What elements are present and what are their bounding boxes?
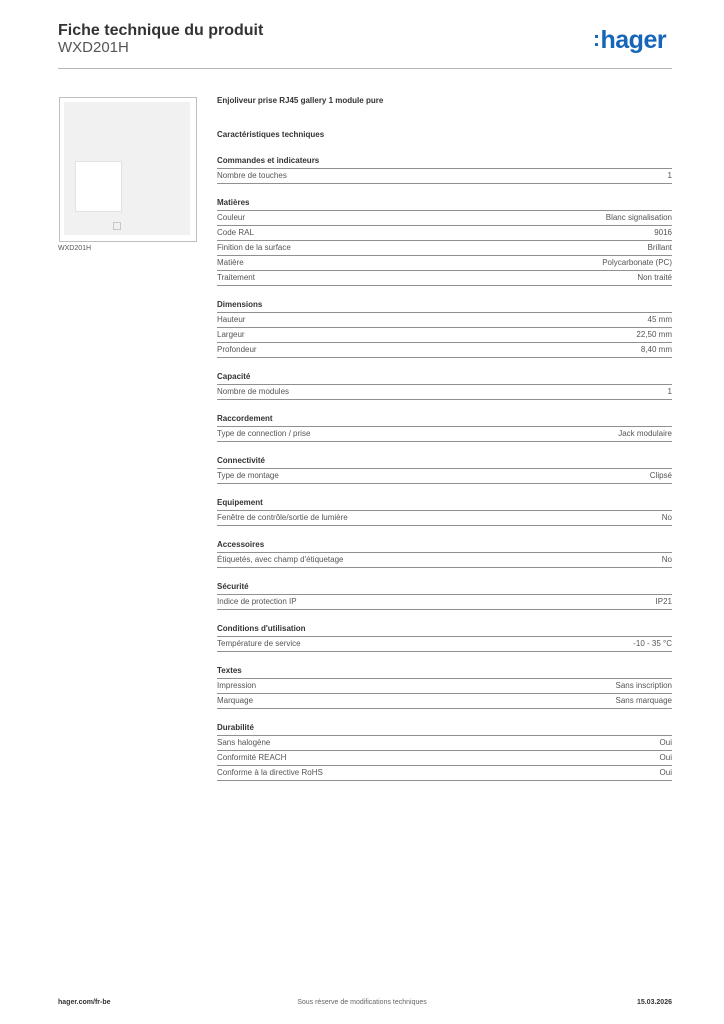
spec-rows [217,678,672,709]
logo-text: hager [600,26,667,54]
spec-value: Polycarbonate (PC) [602,258,672,267]
section-title: Capacité [217,372,251,381]
spec-rows [217,468,672,484]
spec-row [217,694,672,709]
spec-row [217,736,672,751]
spec-label: Type de montage [217,471,279,480]
spec-row [217,751,672,766]
spec-value: Sans marquage [615,696,672,705]
spec-section [217,666,672,709]
image-caption: WXD201H [58,245,92,252]
product-code: WXD201H [58,39,129,56]
spec-row [217,226,672,241]
spec-section [217,456,672,484]
spec-label: Impression [217,681,257,690]
spec-label: Marquage [217,696,254,705]
spec-rows [217,594,672,610]
spec-label: Finition de la surface [217,243,291,252]
spec-label: Nombre de modules [217,387,290,396]
spec-value: 22,50 mm [636,330,672,339]
spec-rows [217,552,672,568]
footer-disclaimer: Sous réserve de modifications techniques [297,999,427,1006]
spec-section [217,582,672,610]
spec-row [217,313,672,328]
spec-value: Oui [659,753,672,762]
footer-website[interactable]: hager.com/fr-be [58,999,111,1006]
spec-value: 1 [667,387,672,396]
spec-rows [217,312,672,358]
spec-value: 45 mm [647,315,672,324]
spec-section [217,300,672,358]
spec-label: Étiquetés, avec champ d'étiquetage [217,555,344,564]
section-title: Accessoires [217,540,265,549]
spec-label: Nombre de touches [217,171,287,180]
spec-value: Oui [659,738,672,747]
spec-value: Blanc signalisation [605,213,672,222]
spec-row [217,169,672,184]
spec-section [217,198,672,286]
spec-sections [217,156,672,781]
spec-value: No [661,555,672,564]
page-title: Fiche technique du produit [58,22,264,39]
spec-label: Indice de protection IP [217,597,297,606]
spec-label: Conformité REACH [217,753,287,762]
spec-row [217,469,672,484]
spec-row [217,385,672,400]
section-title: Sécurité [217,582,249,591]
spec-label: Code RAL [217,228,254,237]
spec-rows [217,735,672,781]
section-title: Conditions d'utilisation [217,624,306,633]
spec-row [217,595,672,610]
spec-row [217,256,672,271]
spec-section [217,414,672,442]
logo-dots-icon: : [593,28,600,51]
spec-row [217,271,672,286]
spec-label: Type de connection / prise [217,429,311,438]
spec-rows [217,384,672,400]
spec-rows [217,426,672,442]
spec-row [217,427,672,442]
spec-rows [217,210,672,286]
spec-value: 8,40 mm [640,345,672,354]
spec-section [217,723,672,781]
spec-rows [217,510,672,526]
spec-label: Traitement [217,273,255,282]
plate-marking-icon [113,222,121,230]
spec-rows [217,636,672,652]
section-title: Raccordement [217,414,273,423]
spec-value: No [661,513,672,522]
cover-plate [64,102,190,235]
section-title: Dimensions [217,300,263,309]
spec-section [217,156,672,184]
section-title: Textes [217,666,242,675]
spec-section [217,372,672,400]
spec-section [217,498,672,526]
spec-label: Couleur [217,213,246,222]
spec-value: IP21 [655,597,672,606]
spec-label: Température de service [217,639,301,648]
spec-value: Jack modulaire [618,429,672,438]
spec-label: Conforme à la directive RoHS [217,768,323,777]
header-divider [58,68,672,69]
spec-value: -10 - 35 °C [633,639,672,648]
spec-label: Sans halogène [217,738,271,747]
spec-label: Fenêtre de contrôle/sortie de lumière [217,513,348,522]
spec-value: Brillant [647,243,672,252]
spec-row [217,343,672,358]
section-title: Durabilité [217,723,254,732]
spec-value: 1 [667,171,672,180]
module-window [75,161,122,212]
spec-section [217,540,672,568]
spec-row [217,637,672,652]
spec-label: Hauteur [217,315,246,324]
section-title: Equipement [217,498,263,507]
spec-content [217,96,672,781]
spec-row [217,766,672,781]
spec-label: Profondeur [217,345,257,354]
spec-row [217,241,672,256]
hager-logo [593,26,666,55]
spec-row [217,211,672,226]
product-name: Enjoliveur prise RJ45 gallery 1 module pure [217,96,384,105]
spec-value: 9016 [654,228,672,237]
spec-rows [217,168,672,184]
spec-row [217,328,672,343]
spec-row [217,511,672,526]
spec-section [217,624,672,652]
spec-value: Sans inscription [615,681,672,690]
spec-label: Matière [217,258,244,267]
footer-date: 15.03.2026 [636,999,672,1006]
spec-label: Largeur [217,330,245,339]
spec-value: Non traité [637,273,672,282]
section-title: Connectivité [217,456,266,465]
spec-value: Clipsé [649,471,672,480]
spec-value: Oui [659,768,672,777]
spec-row [217,553,672,568]
specs-heading: Caractéristiques techniques [217,130,325,139]
section-title: Commandes et indicateurs [217,156,320,165]
section-title: Matières [217,198,250,207]
product-image [59,97,197,242]
spec-row [217,679,672,694]
